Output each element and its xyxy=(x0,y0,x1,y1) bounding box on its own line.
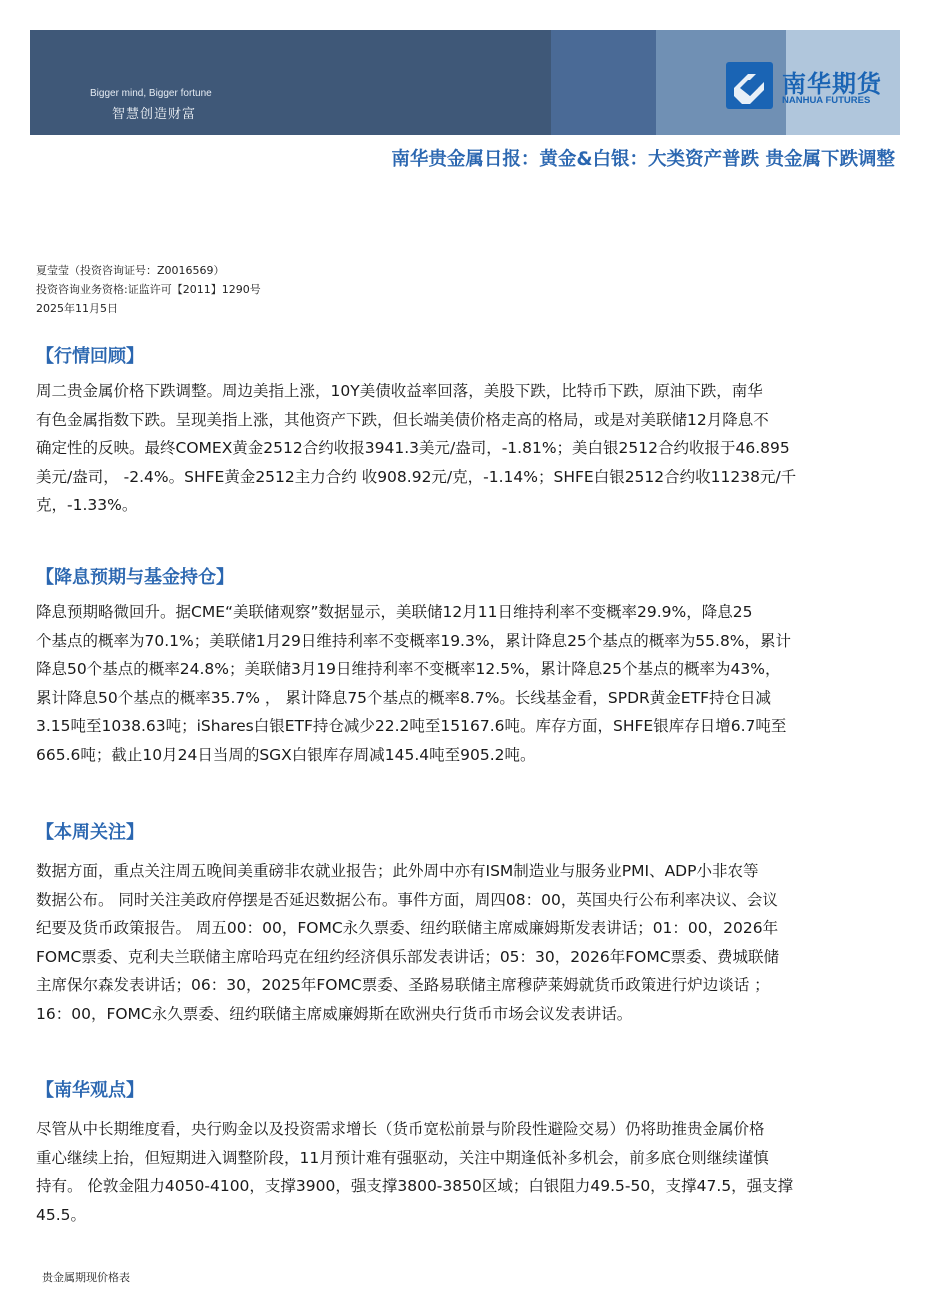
license-line: 投资咨询业务资格:证监许可【2011】1290号 xyxy=(36,283,261,296)
logo-text-cn: 南华期货 xyxy=(782,70,882,98)
section-heading-weekly-focus: 【本周关注】 xyxy=(36,822,144,843)
section-body-rate-cut-expectations xyxy=(36,598,898,769)
text-line: 确定性的反映。最终COMEX黄金2512合约收报3941.3美元/盎司，-1.81%；美白银2512合约收报于46.895 xyxy=(36,439,790,457)
section-body-nanhua-view xyxy=(36,1115,898,1229)
text-line: 数据方面，重点关注周五晚间美重磅非农就业报告；此外周中亦有ISM制造业与服务业PMI、ADP小非农等 xyxy=(36,862,759,880)
text-line: 尽管从中长期维度看，央行购金以及投资需求增长（货币宽松前景与阶段性避险交易）仍将助推贵金属价格 xyxy=(36,1120,765,1138)
text-line: 美元/盎司， -2.4%。SHFE黄金2512主力合约 收908.92元/克，-1.14%；SHFE白银2512合约收11238元/千 xyxy=(36,467,797,486)
text-line: 45.5。 xyxy=(36,1205,87,1224)
report-title: 南华贵金属日报：黄金&白银：大类资产普跌 贵金属下跌调整 xyxy=(391,149,895,170)
text-line: 主席保尔森发表讲话；06：30，2025年FOMC票委、圣路易联储主席穆萨莱姆就货币政策进行炉边谈话 ； xyxy=(36,976,770,994)
text-line: 16：00，FOMC永久票委、纽约联储主席威廉姆斯在欧洲央行货币市场会议发表讲话。 xyxy=(36,1004,633,1023)
report-meta xyxy=(36,261,261,318)
text-line: 665.6吨；截止10月24日当周的SGX白银库存周减145.4吨至905.2吨。 xyxy=(36,745,536,764)
text-line: 纪要及货币政策报告。 周五00：00，FOMC永久票委、纽约联储主席威廉姆斯发表讲话；01：00，2026年 xyxy=(36,919,779,937)
text-line: 重心继续上抬，但短期进入调整阶段，11月预计难有强驱动，关注中期逢低补多机会，前多底仓则继续谨慎 xyxy=(36,1148,769,1167)
slogan-english: Bigger mind, Bigger fortune xyxy=(90,88,212,99)
banner-band xyxy=(551,30,656,135)
section-heading-market-review: 【行情回顾】 xyxy=(36,346,144,367)
report-date: 2025年11月5日 xyxy=(36,302,118,315)
section-heading-nanhua-view: 【南华观点】 xyxy=(36,1080,144,1101)
nanhua-logo-icon xyxy=(726,62,773,109)
text-line: FOMC票委、克利夫兰联储主席哈玛克在纽约经济俱乐部发表讲话；05：30，2026年FOMC票委、费城联储 xyxy=(36,947,780,966)
section-heading-rate-cut-expectations: 【降息预期与基金持仓】 xyxy=(36,567,234,588)
text-line: 累计降息50个基点的概率35.7% ， 累计降息75个基点的概率8.7%。长线基金看，SPDR黄金ETF持仓日减 xyxy=(36,688,771,707)
text-line: 克，-1.33%。 xyxy=(36,496,138,514)
text-line: 有色金属指数下跌。呈现美指上涨，其他资产下跌，但长端美债价格走高的格局，或是对美联储12月降息不 xyxy=(36,410,769,429)
text-line: 降息50个基点的概率24.8%；美联储3月19日维持利率不变概率12.5%，累计降息25个基点的概率为43%， xyxy=(36,660,781,678)
text-line: 数据公布。 同时关注美政府停摆是否延迟数据公布。事件方面，周四08：00，英国央行公布利率决议、会议 xyxy=(36,890,778,909)
author-line: 夏莹莹（投资咨询证号：Z0016569） xyxy=(36,264,225,277)
slogan-chinese: 智慧创造财富 xyxy=(112,107,197,122)
section-body-weekly-focus xyxy=(36,857,898,1028)
text-line: 周二贵金属价格下跌调整。周边美指上涨，10Y美债收益率回落，美股下跌，比特币下跌，原油下跌，南华 xyxy=(36,382,763,400)
section-body-market-review xyxy=(36,377,898,520)
text-line: 降息预期略微回升。据CME“美联储观察”数据显示，美联储12月11日维持利率不变概率29.9%，降息25 xyxy=(36,603,753,621)
header-banner xyxy=(30,30,900,135)
table-caption: 贵金属期现价格表 xyxy=(42,1271,130,1284)
text-line: 个基点的概率为70.1%；美联储1月29日维持利率不变概率19.3%，累计降息25个基点的概率为55.8%，累计 xyxy=(36,631,792,650)
company-logo xyxy=(726,62,896,110)
text-line: 3.15吨至1038.63吨；iShares白银ETF持仓减少22.2吨至15167.6吨。库存方面，SHFE银库存日增6.7吨至 xyxy=(36,717,787,735)
text-line: 持有。 伦敦金阻力4050-4100，支撑3900，强支撑3800-3850区域；白银阻力49.5-50，支撑47.5，强支撑 xyxy=(36,1177,794,1195)
logo-text-en: NANHUA FUTURES xyxy=(782,95,871,106)
